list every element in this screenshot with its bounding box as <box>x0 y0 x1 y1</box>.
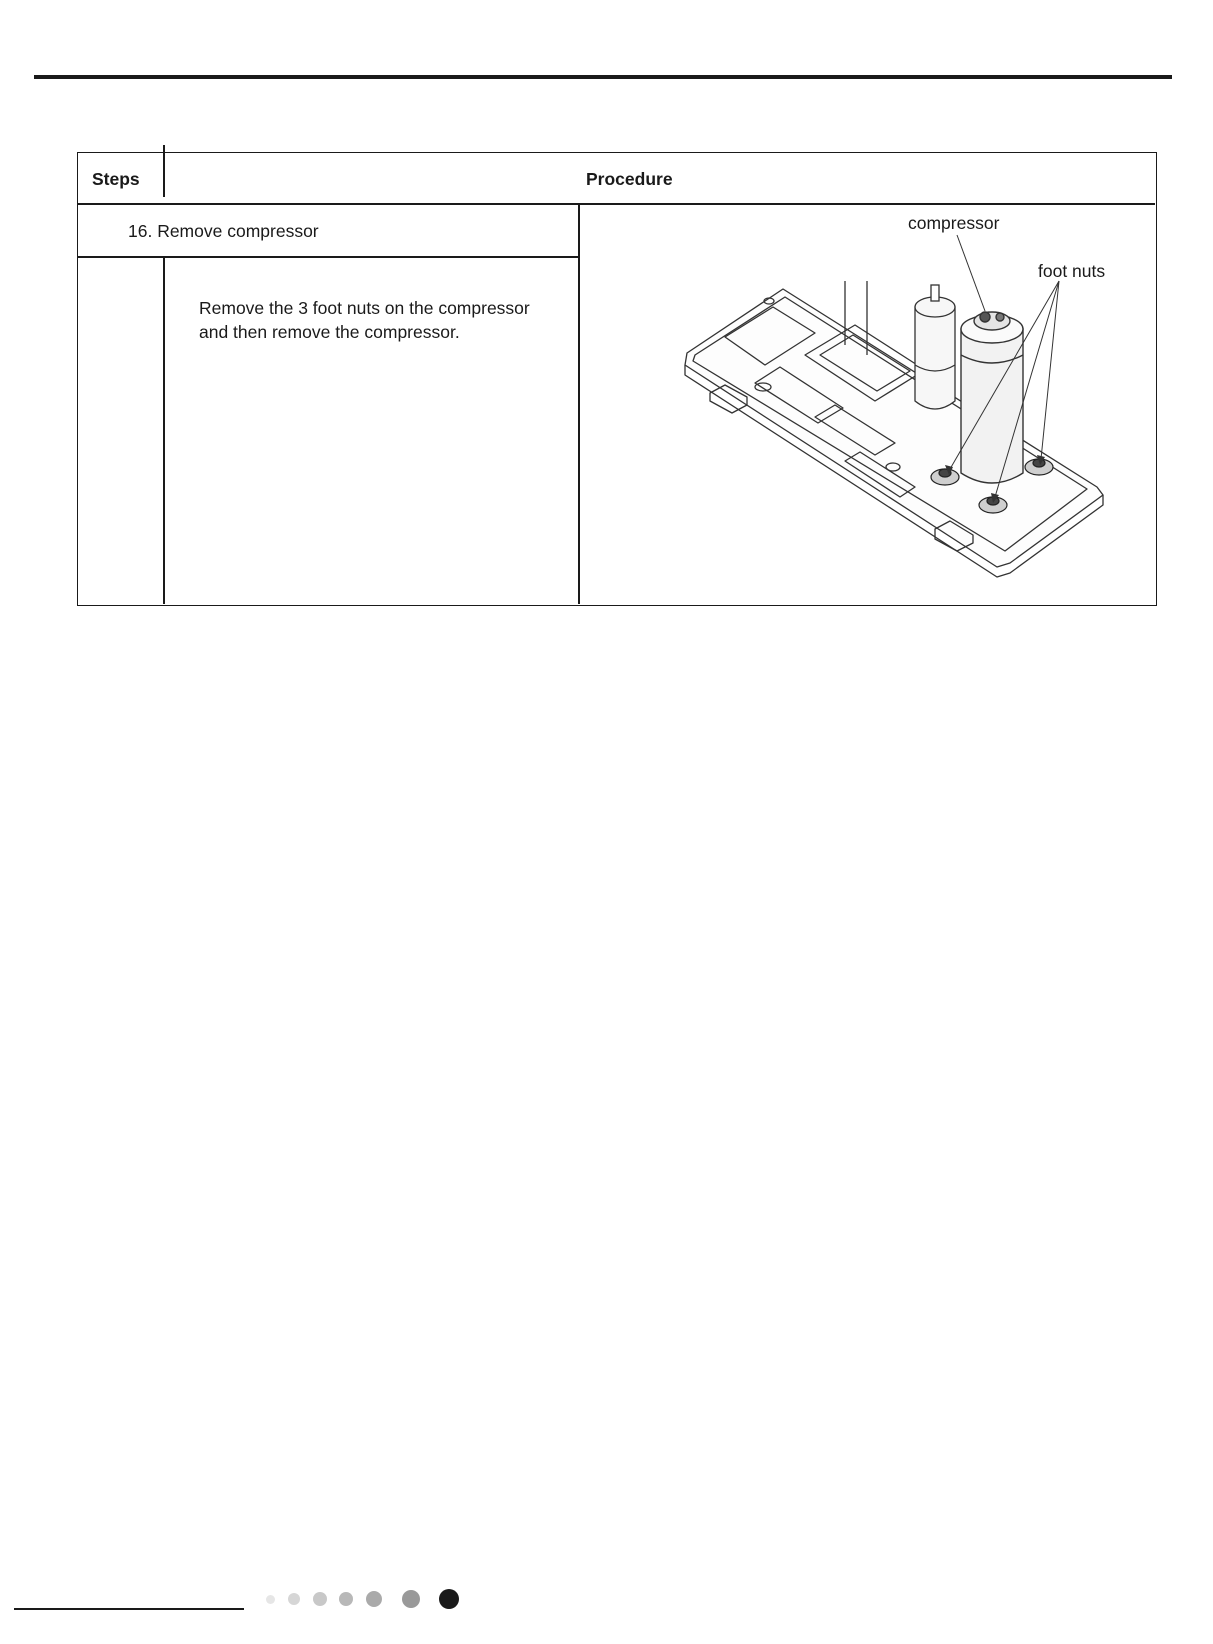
text-image-divider <box>578 204 580 604</box>
footer-dot <box>439 1589 459 1609</box>
steps-column-divider <box>163 257 165 604</box>
procedure-table <box>77 152 1157 606</box>
compressor-label: compressor <box>908 213 1000 233</box>
footer-dot <box>366 1591 382 1607</box>
compressor-illustration <box>655 205 1155 605</box>
instruction-line-2: and then remove the compressor. <box>199 322 460 342</box>
step-title-divider <box>78 256 578 258</box>
step-title: 16. Remove compressor <box>128 221 319 241</box>
footer-dot <box>402 1590 420 1608</box>
footer-dot <box>339 1592 353 1606</box>
steps-header: Steps <box>92 169 140 189</box>
footer-dot <box>266 1595 275 1604</box>
footer-dot <box>288 1593 300 1605</box>
steps-column-divider-top <box>163 145 165 197</box>
foot-nuts-label: foot nuts <box>1038 261 1106 281</box>
footer-rule <box>14 1608 244 1610</box>
procedure-header: Procedure <box>586 169 673 189</box>
header-rule <box>34 75 1172 79</box>
footer-dot <box>313 1592 327 1606</box>
instruction-line-1: Remove the 3 foot nuts on the compressor <box>199 298 530 318</box>
